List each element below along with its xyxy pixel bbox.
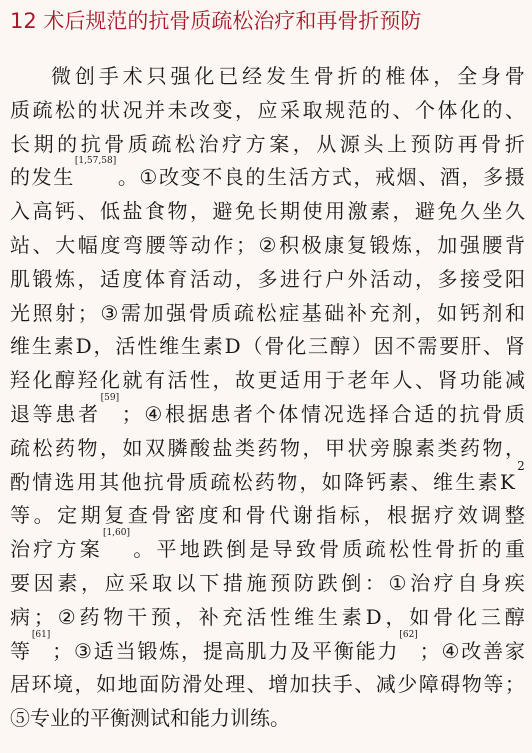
citation-ref[interactable]: [1,60] (102, 528, 130, 539)
citation-ref[interactable]: [62] (399, 629, 418, 640)
paragraph-line: 等 [61] ； ③ 适 当 锻 炼 ， 提 高 肌 力 及 平 衡 能 力 [62] ； ④ 改 善 家 (10, 635, 525, 669)
paragraph-line: 维 生 素 D ， 活 性 维 生 素 D （ 骨 化 三 醇 ） 因 不 需 要 肝 、 肾 (10, 334, 525, 359)
paragraph-line: 长 期 的 抗 骨 质 疏 松 治 疗 方 案 ， 从 源 头 上 预 防 再 骨 折 (10, 131, 525, 156)
paragraph-line: 要 因 素 ， 应 采 取 以 下 措 施 预 防 跌 倒 ： ① 治 疗 自 身 疾 (10, 570, 525, 595)
text-run: ⑤专业的平衡测试和能力训练。 (10, 706, 290, 731)
paragraph-line: 退 等 患 者 [59] ； ④ 根 据 患 者 个 体 情 况 选 择 合 适 的 抗 骨 质 (10, 398, 525, 432)
paragraph-line: 居 环 境 ， 如 地 面 防 滑 处 理 、 增 加 扶 手 、 减 少 障 碍 物 等 ； (10, 672, 525, 697)
paragraph-line: 质 疏 松 的 状 况 并 未 改 变 ， 应 采 取 规 范 的 、 个 体 化 的 、 (10, 97, 525, 122)
paragraph-line: 等 。 定 期 复 查 骨 密 度 和 骨 代 谢 指 标 ， 根 据 疗 效 调 整 (10, 503, 525, 528)
paragraph-line: 入 高 钙 、 低 盐 食 物 ， 避 免 长 期 使 用 激 素 ， 避 免 久 坐 久 (10, 199, 525, 224)
paragraph-line: 站 、 大 幅 度 弯 腰 等 动 作 ； ② 积 极 康 复 锻 炼 ， 加 强 腰 背 (10, 232, 525, 257)
citation-ref[interactable]: [1,57,58] (74, 156, 117, 167)
paragraph-line: 疏 松 药 物 ， 如 双 膦 酸 盐 类 药 物 ， 甲 状 旁 腺 素 类 药 物 ， (10, 435, 525, 460)
paragraph-line: 酌 情 选 用 其 他 抗 骨 质 疏 松 药 物 ， 如 降 钙 素 、 维 生 素 K 2 (10, 466, 525, 500)
section-number: 12 (10, 9, 37, 33)
paragraph-line: 病 ； ② 药 物 干 预 ， 补 充 活 性 维 生 素 D ， 如 骨 化 三 醇 (10, 604, 525, 629)
paragraph-line: 肌 锻 炼 ， 适 度 体 育 活 动 ， 多 进 行 户 外 活 动 ， 多 接 受 阳 (10, 266, 525, 291)
paragraph-line: 光 照 射 ； ③ 需 加 强 骨 质 疏 松 症 基 础 补 充 剂 ， 如 钙 剂 和 (10, 300, 525, 325)
citation-ref[interactable]: [61] (31, 629, 51, 640)
subscript: 2 (517, 458, 525, 473)
body-text (10, 60, 525, 736)
paragraph-line: 的 发 生 [1,57,58] 。 ① 改 变 不 良 的 生 活 方 式 ， 戒 烟 、 酒 ， 多 摄 (10, 161, 525, 195)
citation-ref[interactable]: [59] (100, 392, 120, 403)
paragraph-line (10, 702, 525, 736)
section-title: 术后规范的抗骨质疏松治疗和再骨折预防 (43, 9, 422, 33)
paragraph-line: 微 创 手 术 只 强 化 已 经 发 生 骨 折 的 椎 体 ， 全 身 骨 (51, 64, 525, 88)
paragraph-line: 羟 化 醇 羟 化 就 有 活 性 ， 故 更 适 用 于 老 年 人 、 肾 功 能 减 (10, 368, 525, 393)
paragraph-line: 治 疗 方 案 [1,60] 。 平 地 跌 倒 是 导 致 骨 质 疏 松 性 骨 折 的 重 (10, 533, 525, 567)
section-heading (10, 6, 524, 36)
